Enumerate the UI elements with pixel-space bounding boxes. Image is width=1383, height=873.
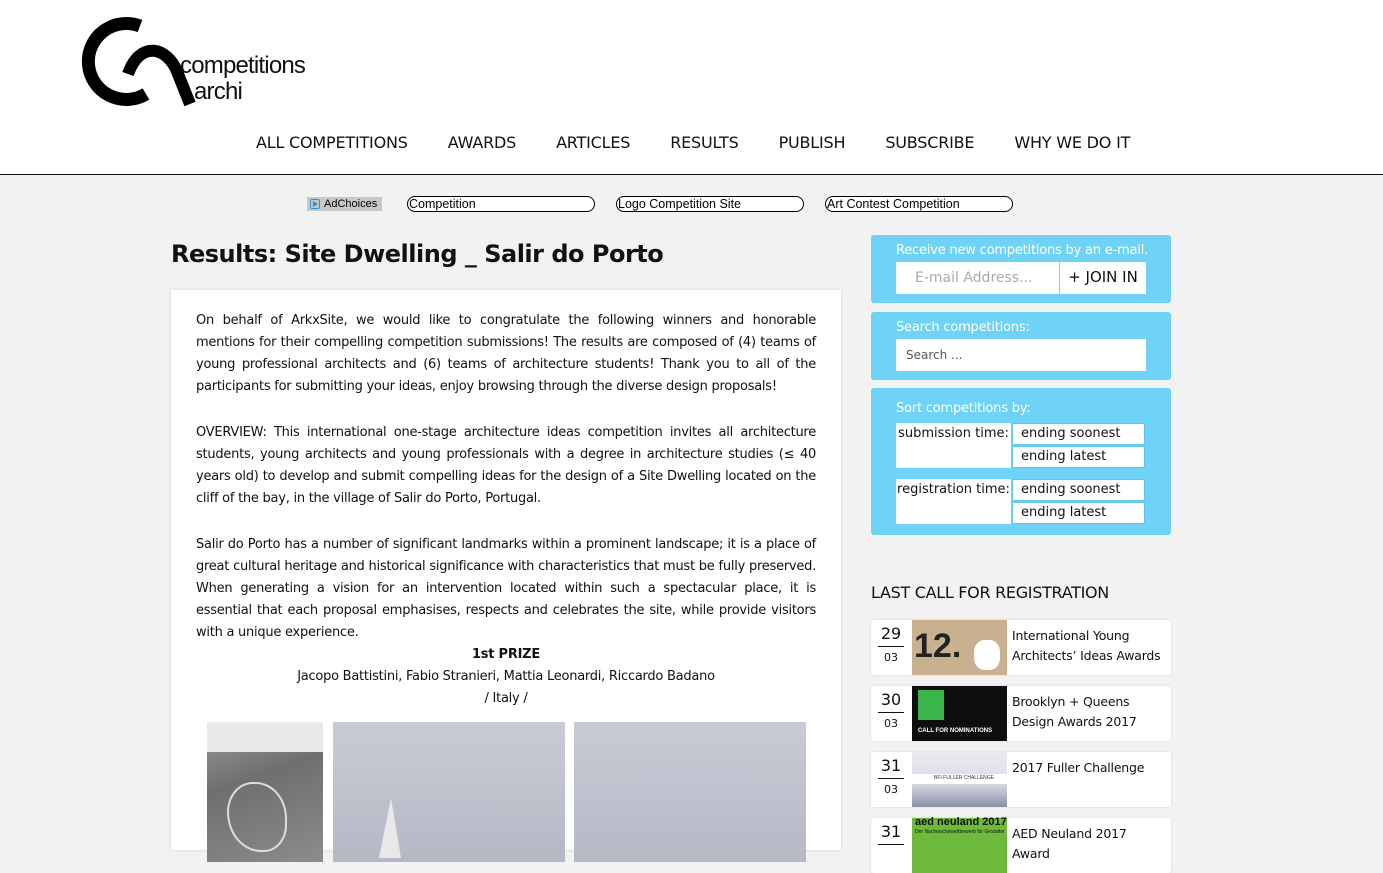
- prize-title: 1st PRIZE: [472, 647, 540, 662]
- prize-block: [196, 644, 816, 710]
- last-call-item[interactable]: [871, 752, 1171, 807]
- join-button[interactable]: + JOIN IN: [1060, 262, 1146, 294]
- deadline-month: 03: [884, 651, 898, 664]
- logo-text-competitions: competitions: [180, 52, 306, 79]
- ad-link-logo-competition-site[interactable]: Logo Competition Site: [616, 196, 804, 212]
- prize-board-image-1[interactable]: [207, 722, 323, 862]
- prize-images: [207, 722, 807, 862]
- adchoices-badge[interactable]: [307, 197, 382, 211]
- board-header: [207, 722, 323, 752]
- competition-name: AED Neuland 2017 Award: [1012, 826, 1127, 861]
- nav-all-competitions[interactable]: ALL COMPETITIONS: [256, 133, 408, 152]
- last-call-item[interactable]: [871, 818, 1171, 873]
- sort-group-registration: registration time:: [896, 479, 1011, 524]
- last-call-item[interactable]: [871, 686, 1171, 741]
- prize-board-image-3[interactable]: [574, 722, 806, 862]
- email-field[interactable]: E-mail Address...: [896, 262, 1059, 294]
- nav-why-we-do-it[interactable]: WHY WE DO IT: [1014, 133, 1131, 152]
- site-header: [0, 0, 1383, 175]
- competition-name: Brooklyn + Queens Design Awards 2017: [1012, 694, 1137, 729]
- last-call-title: LAST CALL FOR REGISTRATION: [871, 583, 1109, 602]
- thumbnail-subtext: Der Nachwuchswettbewerb für Gestalter: [915, 829, 1005, 835]
- sort-registration-soonest[interactable]: ending soonest: [1012, 479, 1145, 501]
- deadline-month: 03: [884, 717, 898, 730]
- last-call-item[interactable]: [871, 620, 1171, 675]
- article-body: [196, 310, 816, 710]
- sort-group-submission: submission time:: [896, 423, 1011, 468]
- sort-widget: [871, 388, 1171, 535]
- competition-thumbnail: [912, 752, 1007, 807]
- logo-text-archi: archi: [194, 78, 243, 105]
- site-logo[interactable]: [88, 18, 328, 104]
- adchoices-label: AdChoices: [324, 198, 378, 210]
- nav-articles[interactable]: ARTICLES: [556, 133, 631, 152]
- page-title: Results: Site Dwelling _ Salir do Porto: [171, 240, 664, 268]
- article-card: [171, 290, 841, 850]
- thumbnail-text: CALL FOR NOMINATIONS: [918, 728, 993, 734]
- competition-name: 2017 Fuller Challenge: [1012, 760, 1145, 775]
- nav-awards[interactable]: AWARDS: [447, 133, 517, 152]
- main-nav: [256, 131, 1130, 155]
- ad-link-art-contest[interactable]: Art Contest Competition: [825, 196, 1013, 212]
- prize-winners: Jacopo Battistini, Fabio Stranieri, Mattia Leonardi, Riccardo Badano: [297, 669, 715, 684]
- newsletter-widget: [871, 235, 1171, 303]
- ad-link-competition[interactable]: Competition: [407, 196, 595, 212]
- thumbnail-graphic: [974, 640, 1000, 670]
- deadline-day: 29: [878, 624, 904, 647]
- prize-board-image-2[interactable]: [333, 722, 565, 862]
- deadline-month: 03: [884, 783, 898, 796]
- article-paragraph-intro: On behalf of ArkxSite, we would like to congratulate the following winners and honorable mentions for their compelling competition submissions! The results are composed of (4) teams of young professional architects and (6) teams of architecture students! Thank you to all of the participants for submitting your ideas, enjoy browsing through the diverse design proposals!: [196, 313, 816, 394]
- thumbnail-text: aed neuland 2017: [915, 816, 1007, 828]
- board-contour: [227, 782, 287, 852]
- sort-label: Sort competitions by:: [896, 401, 1031, 416]
- nav-results[interactable]: RESULTS: [670, 133, 739, 152]
- deadline-day: 30: [878, 690, 904, 713]
- competition-thumbnail: [912, 686, 1007, 741]
- article-paragraph-site: Salir do Porto has a number of significant landmarks within a prominent landscape; it is a place of great cultural heritage and historical significance with characteristics that must be fully preserved. When generating a vision for an intervention located within such a spectacular place, it is essential that each proposal emphasises, respects and celebrates the site, while provide visitors with a unique experience.: [196, 537, 816, 640]
- nav-publish[interactable]: PUBLISH: [778, 133, 846, 152]
- sort-registration-latest[interactable]: ending latest: [1012, 502, 1145, 524]
- search-widget: [871, 312, 1171, 380]
- board-structure: [379, 798, 401, 858]
- competition-name: International Young Architects’ Ideas Awards: [1012, 628, 1161, 663]
- newsletter-label: Receive new competitions by an e-mail.: [896, 243, 1149, 258]
- search-label: Search competitions:: [896, 320, 1030, 335]
- search-input[interactable]: Search ...: [896, 339, 1146, 371]
- logo-mark-icon: [88, 18, 188, 104]
- thumbnail-text: 12.: [914, 627, 962, 665]
- sort-submission-latest[interactable]: ending latest: [1012, 446, 1145, 468]
- thumbnail-graphic: [918, 690, 944, 720]
- adchoices-icon: [310, 199, 320, 209]
- sort-submission-soonest[interactable]: ending soonest: [1012, 423, 1145, 445]
- competition-thumbnail: [912, 620, 1007, 675]
- thumbnail-text: BFI FULLER CHALLENGE: [934, 775, 995, 781]
- deadline-day: 31: [878, 822, 904, 845]
- deadline-day: 31: [878, 756, 904, 779]
- nav-subscribe[interactable]: SUBSCRIBE: [885, 133, 975, 152]
- prize-country: / Italy /: [484, 691, 528, 706]
- article-paragraph-overview: OVERVIEW: This international one-stage architecture ideas competition invites all architecture students, young architects and young professionals with a degree in architecture studies (≤ 40 years old) to develop and submit compelling ideas for the design of a Site Dwelling located on the cliff of the bay, in the village of Salir do Porto, Portugal.: [196, 425, 816, 506]
- competition-thumbnail: [912, 818, 1007, 873]
